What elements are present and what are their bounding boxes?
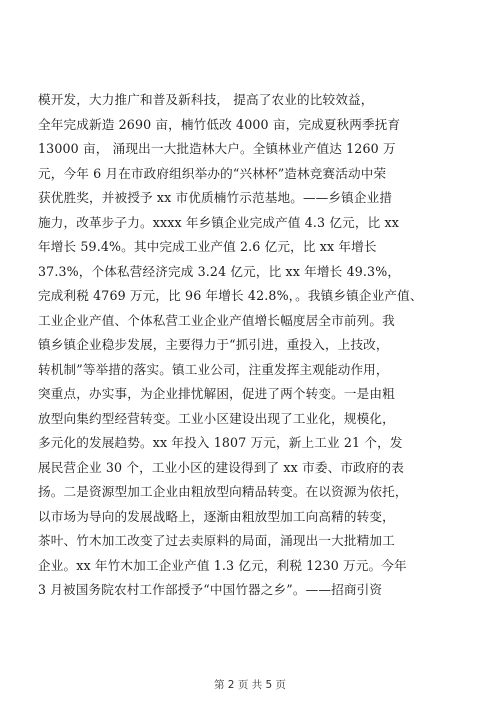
- text-line: 扬。二是资源型加工企业由粗放型向精品转变。在以资源为依托，: [38, 484, 408, 499]
- text-line: 镇乡镇企业稳步发展，主要得力于“抓引进，重投入，上技改，: [38, 337, 389, 352]
- text-line: 以市场为导向的发展战略上，逐渐由粗放型加工向高精的转变，: [38, 508, 395, 524]
- page-footer: 第 2 页 共 5 页: [213, 679, 287, 691]
- text-line: 获优胜奖，并被授予 xx 市优质楠竹示范基地。——乡镇企业措: [38, 190, 393, 205]
- text-line: 工业企业产值、个体私营工业企业产值增长幅度居全市前列。我: [38, 312, 395, 328]
- text-line: 模开发，大力推广和普及新科技， 提高了农业的比较效益，: [38, 92, 374, 107]
- text-line: 企业。xx 年竹木加工企业产值 1.3 亿元，利税 1230 万元。今年: [38, 557, 407, 573]
- text-line: 完成利税 4769 万元，比 96 年增长 42.8%，。我镇乡镇企业产值、: [38, 288, 423, 303]
- text-line: 13000 亩， 涌现出一大批造林大户。全镇林业产值达 1260 万: [38, 141, 396, 156]
- text-line: 37.3%，个体私营经济完成 3.24 亿元，比 xx 年增长 49.3%，: [38, 263, 401, 279]
- text-line: 展民营企业 30 个，工业小区的建设得到了 xx 市委、市政府的表: [38, 459, 405, 475]
- text-line: 3 月被国务院农村工作部授予“中国竹器之乡”。——招商引资: [38, 582, 383, 597]
- text-line: 全年完成新造 2690 亩，楠竹低改 4000 亩，完成夏秋两季抚育: [38, 116, 401, 132]
- text-line: 多元化的发展趋势。xx 年投入 1807 万元，新上工业 21 个，发: [38, 435, 403, 450]
- text-line: 施力，改革步子力。xxxx 年乡镇企业完成产值 4.3 亿元，比 xx: [38, 214, 399, 230]
- text-line: 茶叶、竹木加工改变了过去卖原料的局面，涌现出一大批精加工: [38, 533, 395, 548]
- text-line: 放型向集约型经营转变。工业小区建设出现了工业化，规模化，: [38, 410, 395, 426]
- body-text: [38, 88, 464, 603]
- text-line: 转机制”等举措的落实。镇工业公司，注重发挥主观能动作用，: [38, 361, 389, 377]
- text-line: 年增长 59.4%。其中完成工业产值 2.6 亿元，比 xx 年增长: [38, 239, 377, 254]
- text-line: 突重点，办实事，为企业排忧解困，促进了两个转变。一是由粗: [38, 386, 395, 401]
- text-line: 元，今年 6 月在市政府组织举办的“兴林杯”造林竞赛活动中荣: [38, 165, 387, 181]
